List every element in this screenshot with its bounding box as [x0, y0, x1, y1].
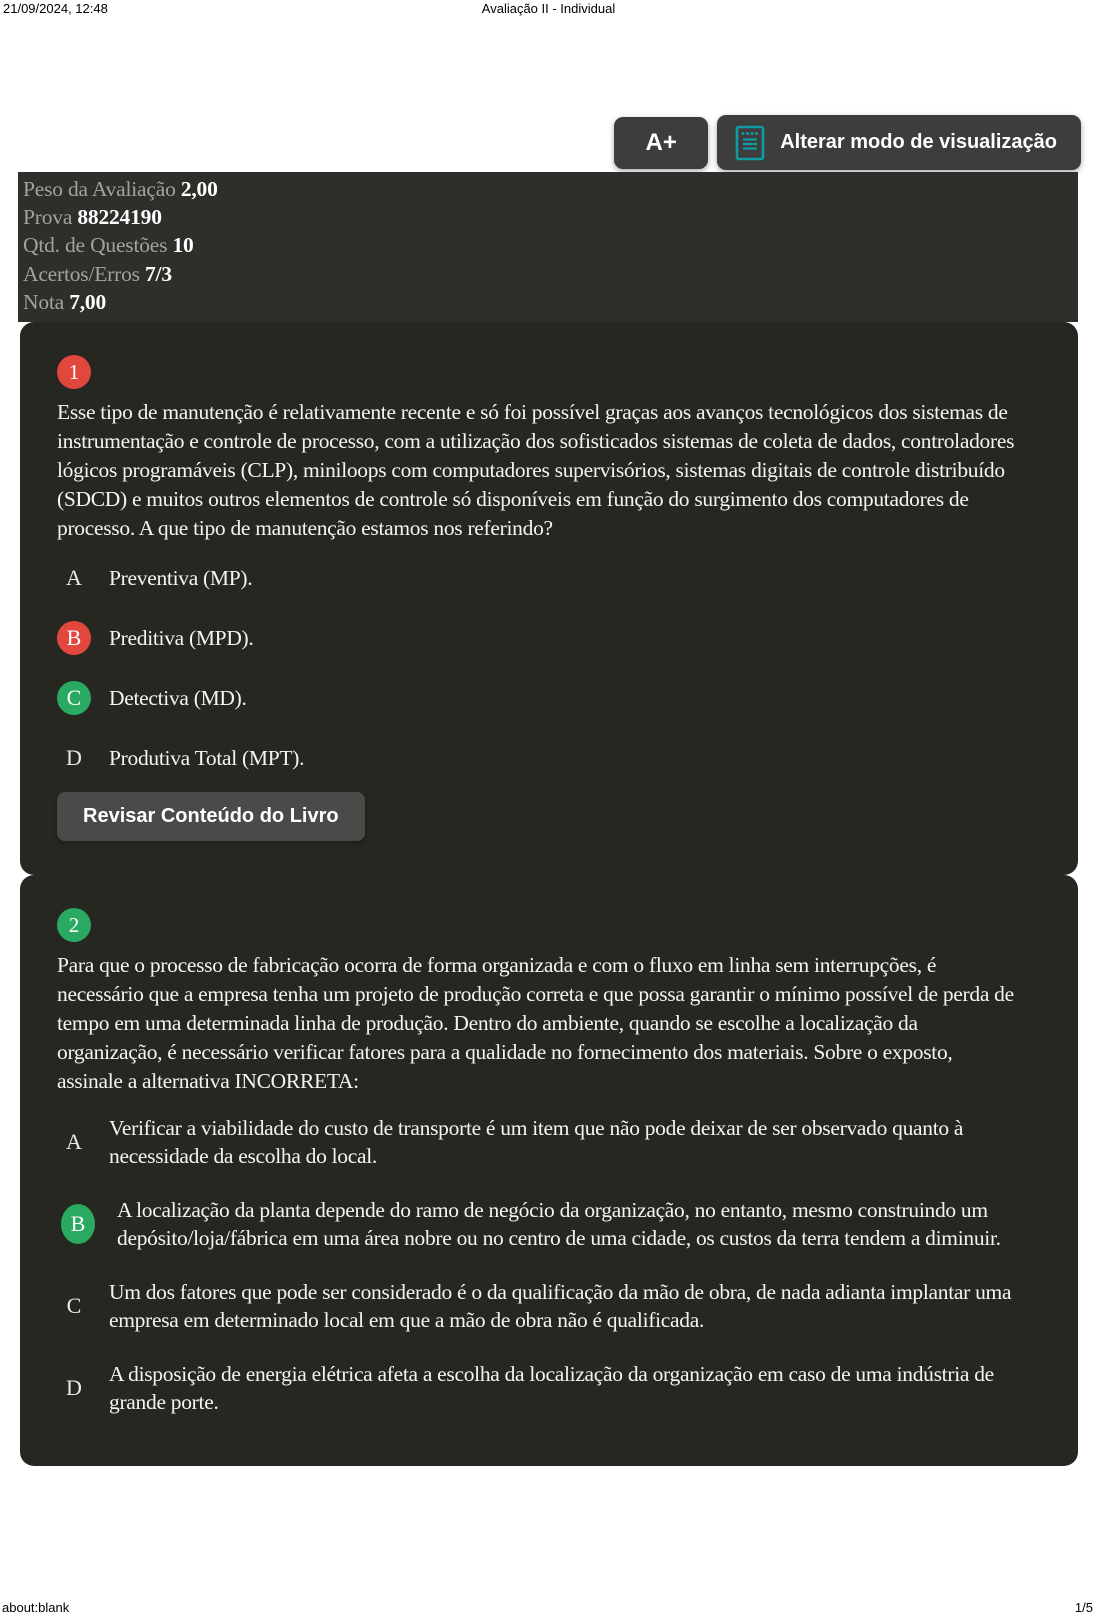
summary-value: 7/3 [145, 261, 172, 286]
summary-value: 7,00 [69, 289, 107, 314]
summary-label: Prova [23, 205, 73, 230]
option-row-b[interactable] [57, 621, 1020, 655]
summary-label: Qtd. de Questões [23, 233, 168, 258]
summary-value: 2,00 [180, 177, 218, 201]
question-1-number-badge [57, 355, 91, 389]
option-row-d[interactable] [57, 741, 1020, 775]
summary-value: 88224190 [77, 205, 162, 230]
document-view-icon [735, 125, 765, 161]
summary-row-nota [23, 288, 1068, 316]
print-header [0, 0, 1097, 18]
option-text: Produtiva Total (MPT). [109, 746, 305, 771]
option-row-d[interactable] [57, 1360, 1020, 1416]
question-number: 2 [68, 912, 80, 937]
question-2-text: Para que o processo de fabricação ocorra de forma organizada e com o fluxo em linha sem interrupções, é necessário que a empresa tenha um projeto de produção correta e que possa garantir o mínimo possível de perda de tempo em uma determinada linha de produção. Dentro do ambiente, quando se escolhe a localização da organização, é necessário verificar fatores para a qualidade no fornecimento dos materiais. Sobre o exposto, assinale a alternativa INCORRETA: [57, 953, 1014, 1094]
print-datetime: 21/09/2024, 12:48 [3, 1, 108, 16]
option-row-a[interactable] [57, 561, 1020, 595]
option-text: Verificar a viabilidade do custo de transporte é um item que não pode deixar de ser observado quanto à necessidade da escolha do local. [109, 1116, 964, 1169]
question-2-number-badge [57, 908, 91, 942]
option-text: Preventiva (MP). [109, 566, 253, 591]
option-row-b[interactable] [57, 1196, 1020, 1252]
option-row-a[interactable] [57, 1114, 1020, 1170]
question-2-options [57, 1114, 1020, 1416]
print-title: Avaliação II - Individual [481, 1, 616, 16]
summary-label: Peso da Avaliação [23, 177, 176, 201]
option-text: A localização da planta depende do ramo de negócio da organização, no entanto, mesmo construindo um depósito/loja/fábrica em uma área nobre ou no centro de uma cidade, os custos da terra tendem a diminuir. [117, 1198, 1001, 1251]
question-number: 1 [68, 359, 80, 384]
option-text: A disposição de energia elétrica afeta a escolha da localização da organização em caso de uma indústria de grande porte. [109, 1362, 994, 1415]
question-1-options [57, 561, 1020, 775]
review-content-button[interactable]: Revisar Conteúdo do Livro [57, 792, 365, 841]
footer-url: about:blank [2, 1600, 70, 1615]
summary-row-qtd-questoes [23, 231, 1068, 259]
view-mode-button[interactable] [717, 115, 1081, 170]
option-row-c[interactable] [57, 681, 1020, 715]
option-letter: A [66, 1129, 82, 1155]
summary-row-prova [23, 203, 1068, 231]
summary-row-acertos-erros [23, 260, 1068, 288]
question-card-1 [20, 322, 1078, 875]
quiz-content [18, 172, 1078, 1466]
print-footer [2, 1600, 1093, 1615]
footer-page-number: 1/5 [1074, 1600, 1093, 1615]
option-text: Um dos fatores que pode ser considerado é o da qualificação da mão de obra, de nada adianta implantar uma empresa em determinado local em que a mão de obra não é qualificada. [109, 1280, 1012, 1333]
option-letter-badge-green: C [57, 681, 91, 715]
summary-label: Acertos/Erros [23, 261, 140, 286]
option-letter: D [66, 745, 82, 771]
view-mode-label: Alterar modo de visualização [780, 131, 1057, 153]
summary-value: 10 [172, 233, 194, 258]
summary-label: Nota [23, 289, 64, 314]
option-text: Preditiva (MPD). [109, 626, 254, 651]
option-letter: C [66, 1293, 82, 1319]
question-1-text: Esse tipo de manutenção é relativamente recente e só foi possível graças aos avanços tecnológicos dos sistemas de instrumentação e controle de processo, com a utilização dos sofisticados sistemas de coleta de dados, controladores lógicos programáveis (CLP), miniloops com computadores supervisórios, sistemas digitais de controle distribuído (SDCD) e muitos outros elementos de controle só disponíveis em função do surgimento dos computadores de processo. A que tipo de manutenção estamos nos referindo? [57, 400, 1015, 541]
exam-summary [18, 172, 1078, 322]
toolbar [614, 115, 1081, 170]
question-cards [20, 322, 1078, 1466]
option-letter-badge-red: B [57, 621, 91, 655]
font-size-button[interactable]: A+ [614, 117, 708, 169]
option-letter-badge-green: B [61, 1204, 95, 1244]
summary-row-peso [23, 175, 1068, 203]
option-letter: A [66, 565, 82, 591]
option-text: Detectiva (MD). [109, 686, 247, 711]
question-card-2 [20, 875, 1078, 1466]
option-letter: D [66, 1375, 82, 1401]
option-row-c[interactable] [57, 1278, 1020, 1334]
